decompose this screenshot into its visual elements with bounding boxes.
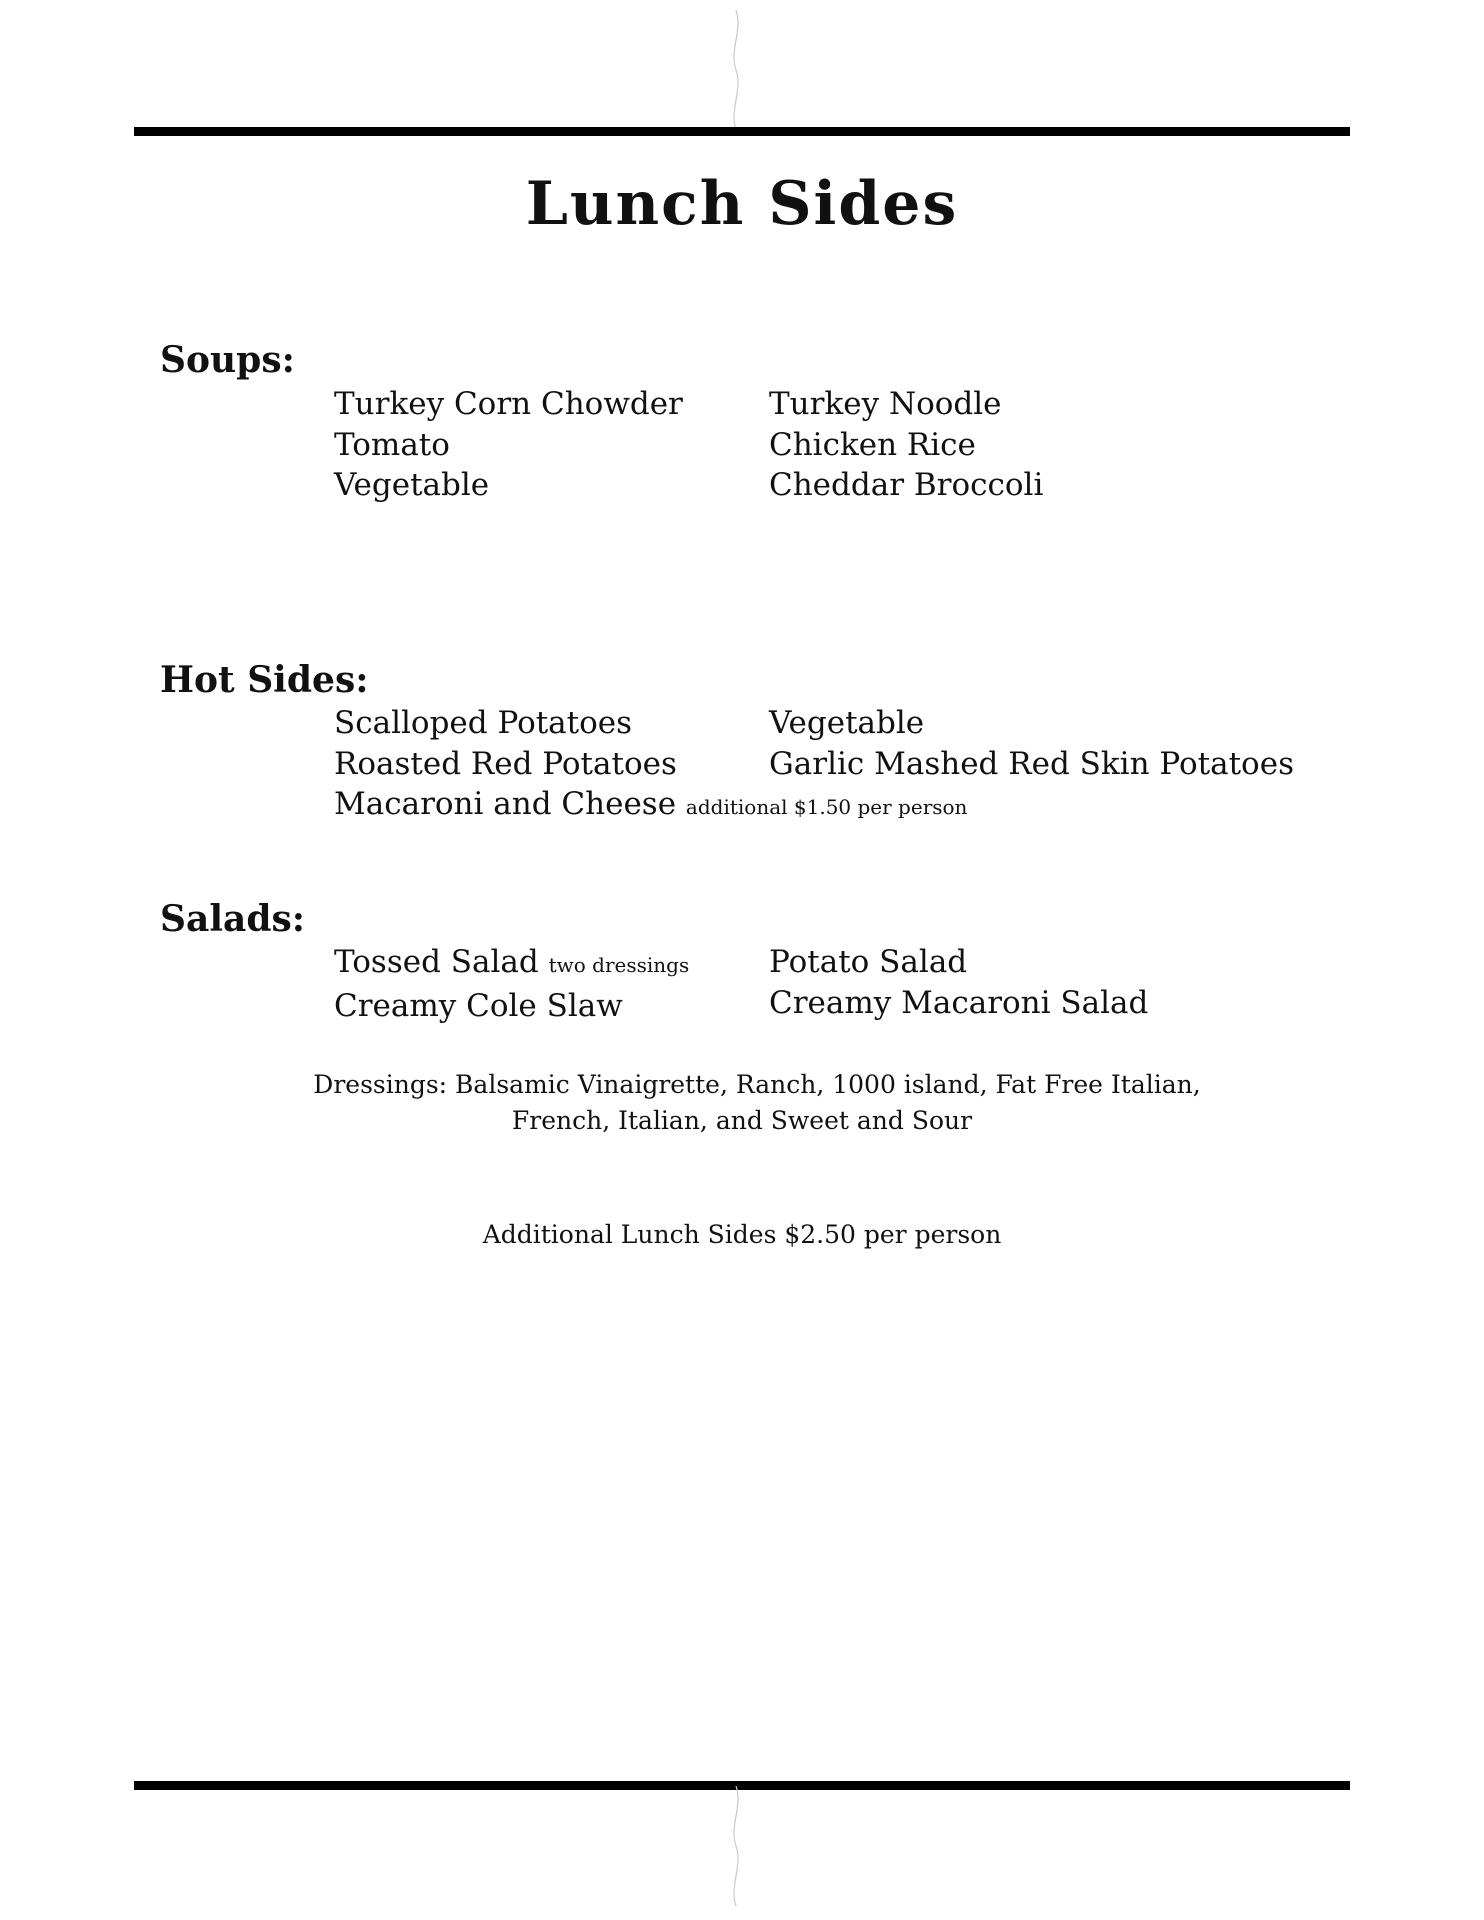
dressings-line-2: French, Italian, and Sweet and Sour <box>511 1106 973 1135</box>
top-rule <box>134 127 1350 136</box>
menu-item: Turkey Noodle <box>769 386 1002 422</box>
menu-item: Vegetable <box>769 705 925 741</box>
menu-item-with-note <box>334 784 967 828</box>
menu-item: Potato Salad <box>769 944 968 980</box>
menu-item: Garlic Mashed Red Skin Potatoes <box>769 745 1294 782</box>
menu-item-name: Macaroni and Cheese <box>334 786 677 822</box>
page-title: Lunch Sides <box>525 169 959 239</box>
menu-item: Scalloped Potatoes <box>334 705 633 741</box>
menu-item-with-note <box>334 942 689 986</box>
section-heading-hot-sides: Hot Sides: <box>160 659 369 701</box>
menu-item: Vegetable <box>334 467 490 503</box>
menu-item-note: two dressings <box>548 953 690 977</box>
section-heading-soups: Soups: <box>160 339 295 381</box>
section-heading-salads: Salads: <box>160 898 306 940</box>
dressings-note <box>0 1067 1484 1139</box>
menu-item: Tomato <box>334 426 450 463</box>
menu-item-name: Tossed Salad <box>334 944 539 980</box>
soups-left-column <box>334 384 683 506</box>
menu-item: Chicken Rice <box>769 426 976 463</box>
menu-item: Cheddar Broccoli <box>769 467 1044 503</box>
menu-item: Creamy Macaroni Salad <box>769 984 1149 1021</box>
additional-sides-price: Additional Lunch Sides $2.50 per person <box>482 1220 1002 1249</box>
dressings-line-1: Dressings: Balsamic Vinaigrette, Ranch, 1000 island, Fat Free Italian, <box>313 1070 1201 1099</box>
fold-mark-top <box>721 10 751 130</box>
fold-mark-bottom <box>721 1786 751 1906</box>
menu-item: Creamy Cole Slaw <box>334 987 623 1024</box>
salads-right-column <box>769 942 1148 1023</box>
soups-right-column <box>769 384 1043 506</box>
menu-item: Roasted Red Potatoes <box>334 745 677 782</box>
menu-item-note: additional $1.50 per person <box>685 795 968 819</box>
salads-left-column <box>334 942 689 1026</box>
menu-item: Turkey Corn Chowder <box>334 386 683 422</box>
hot-sides-right-column <box>769 703 1294 784</box>
